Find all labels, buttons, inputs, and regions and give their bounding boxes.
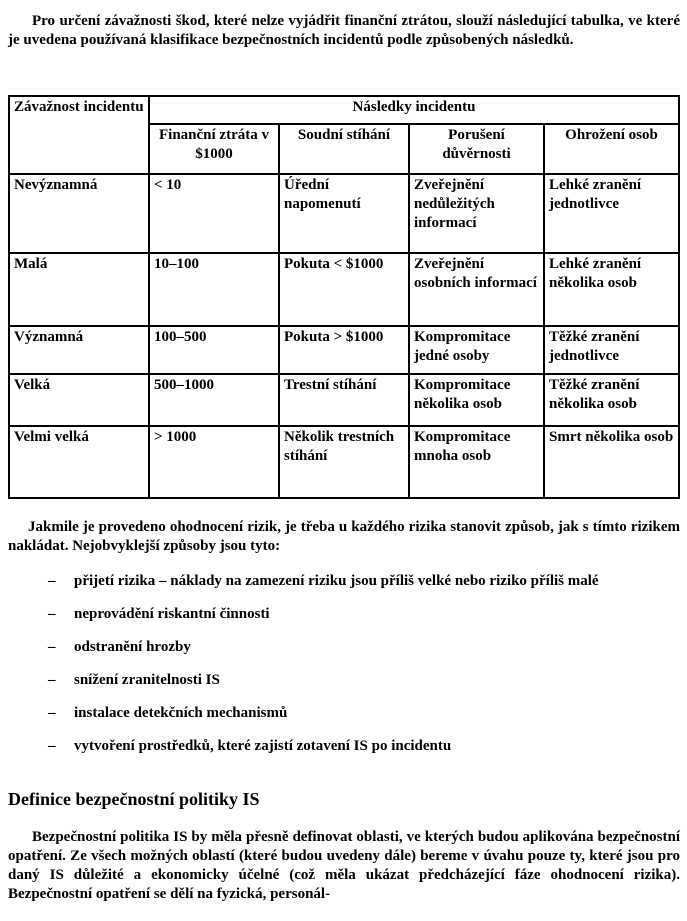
table-cell: 500–1000	[149, 374, 279, 426]
severity-cell: Významná	[9, 326, 149, 374]
table-cell: Trestní stíhání	[279, 374, 409, 426]
table-cell: Kompromitace jedné osoby	[409, 326, 544, 374]
table-cell: > 1000	[149, 426, 279, 498]
intro-paragraph: Pro určení závažnosti škod, které nelze vyjádřit finanční ztrátou, slouží následující tabulka, ve které je uvedena používaná klasifikace bezpečnostních incidentů podle způsobených následků.	[8, 13, 680, 48]
table-cell: Zveřejnění nedůležitých informací	[409, 174, 544, 253]
table-cell: Zveřejnění osobních informací	[409, 253, 544, 326]
table-cell: Kompromitace několika osob	[409, 374, 544, 426]
table-row	[9, 326, 679, 374]
table-row	[9, 374, 679, 426]
dash-marker: –	[48, 738, 56, 754]
list-item	[8, 671, 680, 704]
severity-cell: Nevýznamná	[9, 174, 149, 253]
header-personal-threat: Ohrožení osob	[544, 124, 679, 174]
after-table-paragraph: Jakmile je provedeno ohodnocení rizik, je třeba u každého rizika stanovit způsob, jak s tímto rizikem nakládat. Nejobvyklejší způsoby jsou tyto:	[8, 519, 680, 554]
table-cell: Kompromitace mnoha osob	[409, 426, 544, 498]
list-item	[8, 638, 680, 671]
risk-handling-list	[8, 572, 680, 770]
list-item-text: vytvoření prostředků, které zajistí zotavení IS po incidentu	[74, 738, 452, 754]
section-heading: Definice bezpečnostní politiky IS	[8, 789, 260, 809]
table-header-row	[9, 96, 679, 124]
dash-marker: –	[48, 672, 56, 688]
table-cell: 10–100	[149, 253, 279, 326]
table-cell: Pokuta < $1000	[279, 253, 409, 326]
table-cell: Několik trestních stíhání	[279, 426, 409, 498]
list-item	[8, 704, 680, 737]
header-financial-loss: Finanční ztráta v $1000	[149, 124, 279, 174]
table-cell: Úřední napomenutí	[279, 174, 409, 253]
list-item	[8, 737, 680, 770]
table-row	[9, 174, 679, 253]
incident-classification-table	[8, 95, 680, 499]
list-item	[8, 572, 680, 605]
list-item-text: odstranění hrozby	[74, 639, 191, 655]
severity-cell: Velmi velká	[9, 426, 149, 498]
severity-cell: Velká	[9, 374, 149, 426]
dash-marker: –	[48, 573, 56, 589]
list-item	[8, 605, 680, 638]
list-item-text: přijetí rizika – náklady na zamezení riziku jsou příliš velké nebo riziko příliš malé	[74, 573, 599, 589]
severity-cell: Malá	[9, 253, 149, 326]
header-severity: Závažnost incidentu	[9, 96, 149, 174]
dash-marker: –	[48, 606, 56, 622]
dash-marker: –	[48, 639, 56, 655]
header-prosecution: Soudní stíhání	[279, 124, 409, 174]
header-consequences: Následky incidentu	[149, 96, 679, 124]
table-cell: Těžké zranění jednotlivce	[544, 326, 679, 374]
list-item-text: snížení zranitelnosti IS	[74, 672, 220, 688]
list-item-text: instalace detekčních mechanismů	[74, 705, 288, 721]
table-cell: Lehké zranění několika osob	[544, 253, 679, 326]
table-cell: Lehké zranění jednotlivce	[544, 174, 679, 253]
table-cell: Těžké zranění několika osob	[544, 374, 679, 426]
table-cell: Smrt několika osob	[544, 426, 679, 498]
header-confidentiality: Porušení důvěrnosti	[409, 124, 544, 174]
table-cell: < 10	[149, 174, 279, 253]
dash-marker: –	[48, 705, 56, 721]
table-cell: 100–500	[149, 326, 279, 374]
policy-paragraph: Bezpečnostní politika IS by měla přesně definovat oblasti, ve kterých budou aplikována bezpečnostní opatření. Ze všech možných oblastí (které budou uvedeny dále) bereme v úvahu pouze ty, které jsou pro daný IS důležité a ekonomicky účelné (což měla ukázat předcházející fáze ohodnocení rizika). Bezpečnostní opatření se dělí na fyzická, personál-	[8, 829, 680, 902]
list-item-text: neprovádění riskantní činnosti	[74, 606, 270, 622]
table-cell: Pokuta > $1000	[279, 326, 409, 374]
table-row	[9, 426, 679, 498]
table-row	[9, 253, 679, 326]
